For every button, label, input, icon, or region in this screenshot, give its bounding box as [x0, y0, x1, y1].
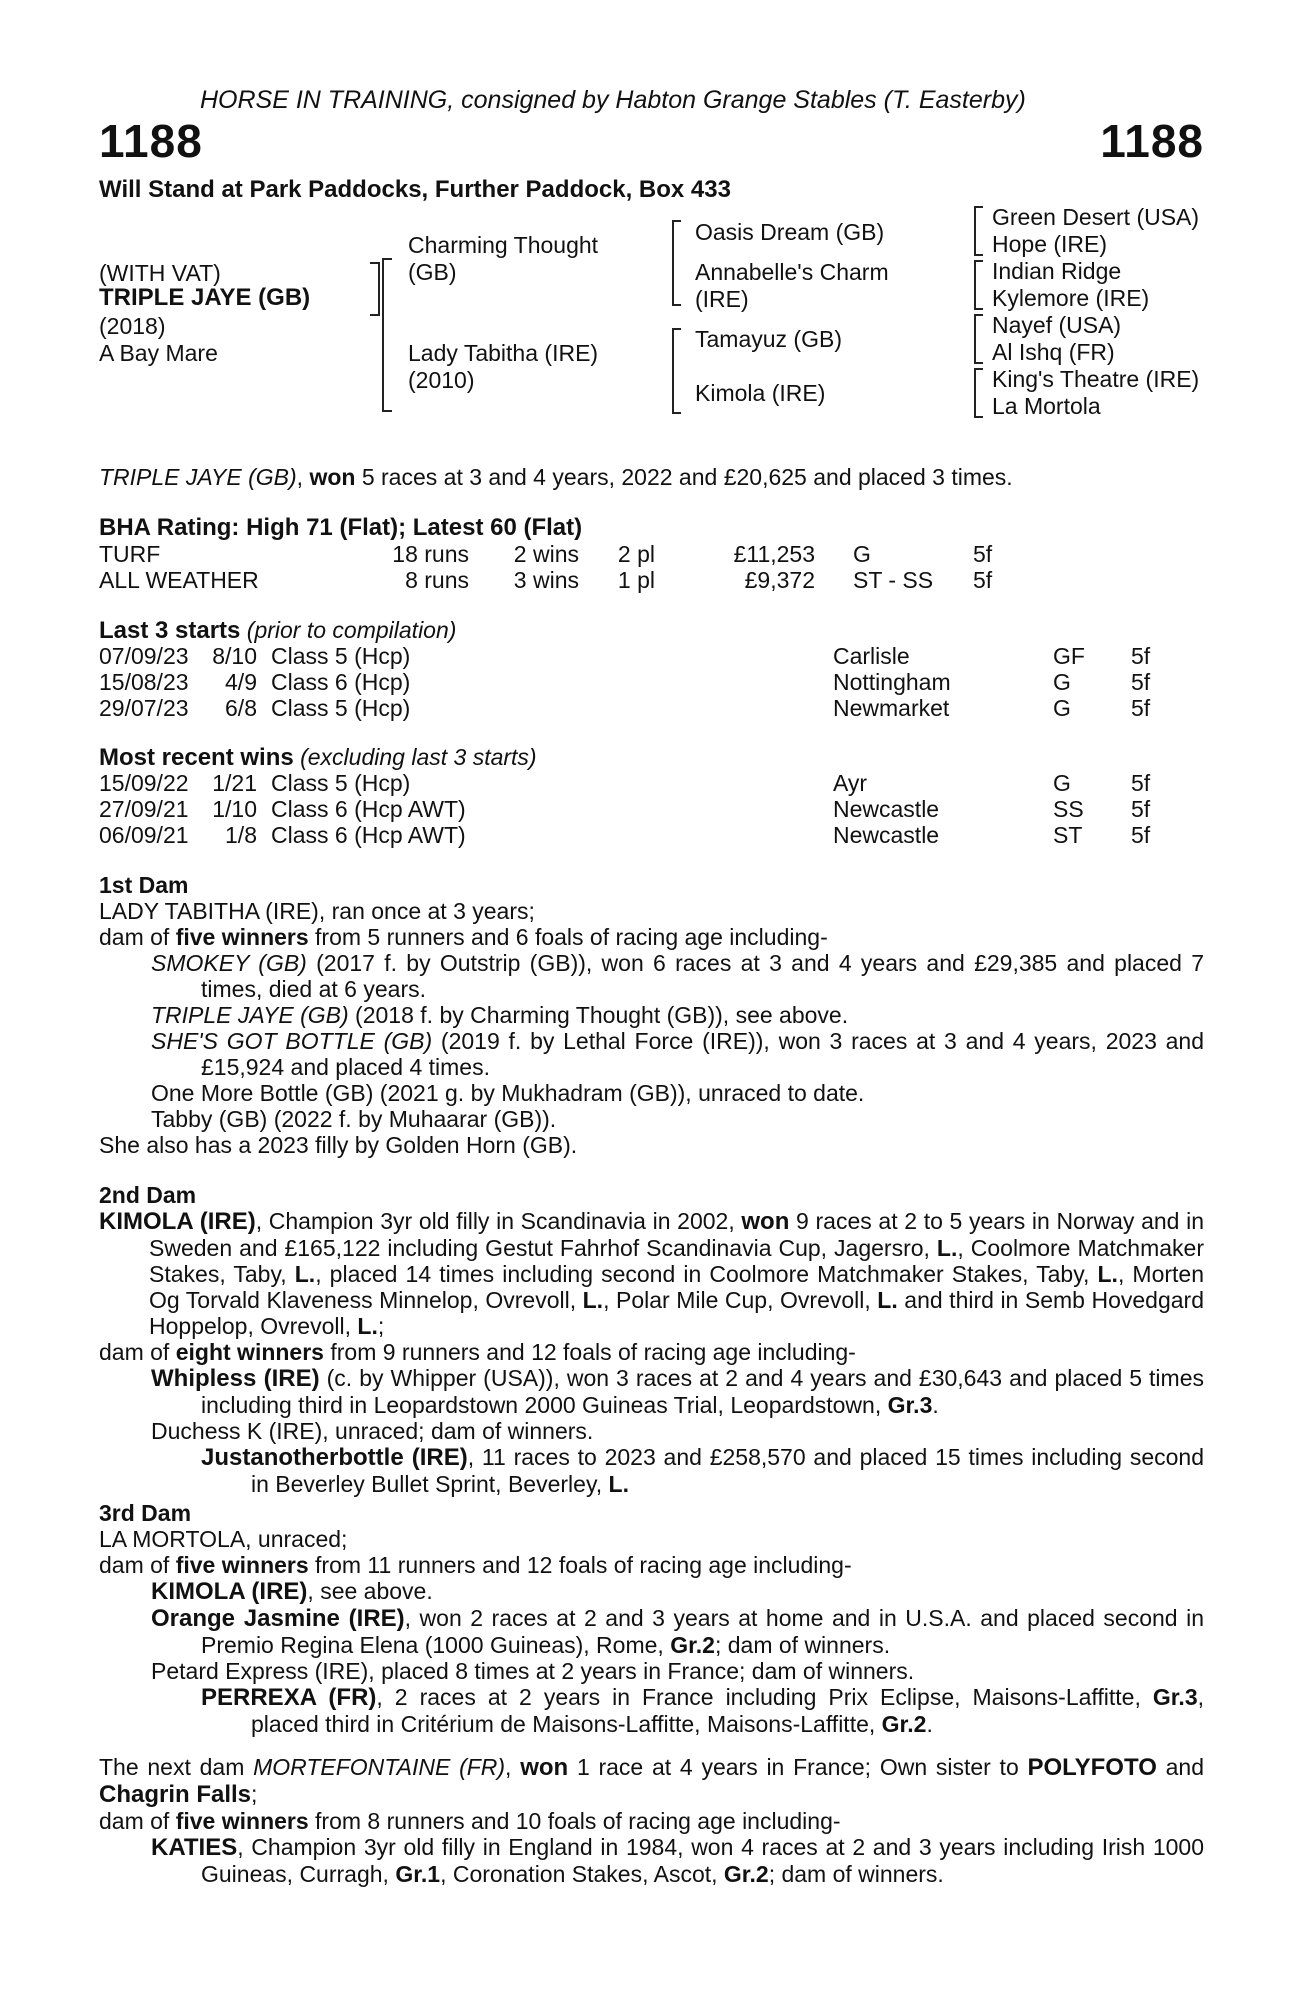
summary-text: 5 races at 3 and 4 years, 2022 and £20,625 and placed 3 times. — [355, 464, 1013, 490]
going: G — [853, 541, 871, 567]
pedigree-brace — [382, 258, 392, 412]
race-class: Class 5 (Hcp) — [271, 695, 411, 721]
race-date: 07/09/23 — [99, 643, 189, 669]
sire-name: Charming Thought — [408, 232, 599, 258]
recent-wins-note: (excluding last 3 starts) — [293, 744, 537, 770]
sire-dam-dam: Kylemore (IRE) — [992, 285, 1150, 311]
table-row — [99, 669, 1150, 695]
rating-table — [99, 541, 1013, 593]
race-position: 1/21 — [212, 770, 257, 796]
race-going: SS — [1053, 796, 1084, 822]
dam-sire: Tamayuz (GB) — [695, 326, 842, 352]
surface: TURF — [99, 541, 161, 567]
pedigree-brace — [974, 260, 983, 310]
race-class: Class 5 (Hcp) — [271, 770, 411, 796]
race-distance: 5f — [1131, 669, 1151, 695]
race-distance: 5f — [1131, 796, 1151, 822]
distance: 5f — [973, 541, 993, 567]
second-dam-record: KIMOLA (IRE), Champion 3yr old filly in Scandinavia in 2002, won 9 races at 2 to 5 years in Norway and in Sweden and £165,122 including Gestut Fahrhof Scandinavia Cup, Jagersro, L., Coolmore Matchmaker Stakes, Taby, L., placed 14 times including second in Coolmore Matchmaker Stakes, Taby, L., Morten Og Torvald Klaveness Minnelop, Ovrevoll, L., Polar Mile Cup, Ovrevoll, L. and third in Semb Hovedgard Hoppelop, Ovrevoll, L.; — [99, 1208, 1204, 1339]
recent-wins-heading — [99, 744, 537, 771]
table-row — [99, 770, 1150, 796]
lot-number-left: 1188 — [99, 115, 203, 167]
second-dam-section — [99, 1182, 1204, 1497]
sire-dam-country: (IRE) — [695, 286, 749, 312]
race-distance: 5f — [1131, 822, 1151, 848]
last-starts-table — [99, 643, 1150, 721]
wins: 2 wins — [513, 541, 579, 567]
placed: 2 pl — [617, 541, 655, 567]
third-dam-section — [99, 1500, 1204, 1737]
race-date: 15/08/23 — [99, 669, 189, 695]
first-dam-heading: 1st Dam — [99, 872, 189, 898]
next-dam-record: The next dam MORTEFONTAINE (FR), won 1 race at 4 years in France; Own sister to POLYFOTO and Chagrin Falls; — [99, 1754, 1204, 1808]
race-position: 1/10 — [212, 796, 257, 822]
produce-entry: PERREXA (FR), 2 races at 2 years in France including Prix Eclipse, Maisons-Laffitte, Gr.3, placed third in Critérium de Maisons-Laffitte, Maisons-Laffitte, Gr.2. — [201, 1684, 1205, 1737]
third-dam-line: LA MORTOLA, unraced; — [99, 1526, 348, 1552]
first-dam-line: LADY TABITHA (IRE), ran once at 3 years; — [99, 898, 535, 924]
race-date: 06/09/21 — [99, 822, 189, 848]
dam-dam: Kimola (IRE) — [695, 380, 826, 406]
pedigree-brace — [974, 368, 983, 418]
last-starts-heading — [99, 617, 456, 644]
race-course: Carlisle — [833, 643, 910, 669]
table-row — [99, 695, 1150, 721]
placed: 1 pl — [617, 567, 655, 593]
dam — [408, 340, 598, 394]
produce-entry: SHE'S GOT BOTTLE (GB) (2019 f. by Lethal Force (IRE)), won 3 races at 3 and 4 years, 2023 and £15,924 and placed 4 times. — [151, 1028, 1205, 1080]
pedigree-brace — [672, 328, 681, 414]
surface: ALL WEATHER — [99, 567, 259, 593]
race-class: Class 6 (Hcp) — [271, 669, 411, 695]
race-class: Class 6 (Hcp AWT) — [271, 822, 466, 848]
last-starts-note: (prior to compilation) — [240, 617, 457, 643]
produce-entry: Justanotherbottle (IRE), 11 races to 2023 and £258,570 and placed 15 times including second in Beverley Bullet Sprint, Beverley, L. — [201, 1444, 1204, 1497]
last-starts-title: Last 3 starts — [99, 617, 241, 644]
produce-entry: Petard Express (IRE), placed 8 times at 2 years in France; dam of winners. — [151, 1658, 915, 1684]
race-distance: 5f — [1131, 770, 1151, 796]
rating-heading: BHA Rating: High 71 (Flat); Latest 60 (Flat) — [99, 514, 583, 541]
distance: 5f — [973, 567, 993, 593]
race-course: Ayr — [833, 770, 868, 796]
recent-wins-title: Most recent wins — [99, 744, 294, 771]
consignor-line: HORSE IN TRAINING, consigned by Habton Grange Stables (T. Easterby) — [200, 86, 1026, 114]
sire-dam-sire: Indian Ridge — [992, 258, 1122, 284]
race-date: 27/09/21 — [99, 796, 189, 822]
table-row — [99, 822, 1150, 848]
third-dam-heading: 3rd Dam — [99, 1500, 192, 1526]
wins: 3 wins — [513, 567, 579, 593]
sire-sire-sire: Green Desert (USA) — [992, 204, 1200, 230]
runs: 18 runs — [392, 541, 469, 567]
race-class: Class 5 (Hcp) — [271, 643, 411, 669]
dam-sire-dam: Al Ishq (FR) — [992, 339, 1115, 365]
produce-note: She also has a 2023 filly by Golden Horn (GB). — [99, 1132, 578, 1158]
dam-year: (2010) — [408, 367, 475, 393]
race-position: 6/8 — [225, 695, 257, 721]
race-course: Newcastle — [833, 796, 940, 822]
race-distance: 5f — [1131, 643, 1151, 669]
produce-entry: Duchess K (IRE), unraced; dam of winners. — [151, 1418, 594, 1444]
vat-note: (WITH VAT) — [99, 260, 221, 286]
summary-won: won — [309, 464, 356, 490]
race-course: Newmarket — [833, 695, 950, 721]
produce-entry: SMOKEY (GB) (2017 f. by Outstrip (GB)), won 6 races at 3 and 4 years and £29,385 and placed 7 times, died at 6 years. — [151, 950, 1205, 1002]
race-going: GF — [1053, 643, 1085, 669]
prize: £11,253 — [733, 541, 815, 567]
dam-sire-sire: Nayef (USA) — [992, 312, 1122, 338]
horse-name: TRIPLE JAYE (GB) — [99, 284, 311, 311]
foaling-year: (2018) — [99, 313, 166, 339]
lot-number-right: 1188 — [1100, 115, 1204, 167]
table-row — [99, 643, 1150, 669]
runs: 8 runs — [405, 567, 469, 593]
stabling-location: Will Stand at Park Paddocks, Further Paddock, Box 433 — [99, 176, 731, 203]
produce-entry: One More Bottle (GB) (2021 g. by Mukhadram (GB)), unraced to date. — [151, 1080, 865, 1106]
race-summary: TRIPLE JAYE (GB), won 5 races at 3 and 4 years, 2022 and £20,625 and placed 3 times. — [99, 464, 1013, 490]
race-position: 1/8 — [225, 822, 257, 848]
sire-sire-dam: Hope (IRE) — [992, 231, 1108, 257]
race-course: Newcastle — [833, 822, 940, 848]
produce-entry: TRIPLE JAYE (GB) (2018 f. by Charming Thought (GB)), see above. — [151, 1002, 849, 1028]
rating-row — [99, 541, 1013, 567]
horse-description: A Bay Mare — [99, 340, 218, 366]
pedigree-brace — [974, 314, 983, 364]
third-dam-produce: dam of five winners from 11 runners and 12 foals of racing age including- — [99, 1552, 852, 1578]
sire — [408, 232, 598, 286]
produce-entry: KIMOLA (IRE), see above. — [151, 1578, 433, 1605]
dam-dam-dam: La Mortola — [992, 393, 1101, 419]
pedigree-brace — [370, 262, 380, 316]
pedigree-brace — [974, 206, 983, 256]
dam-dam-sire: King's Theatre (IRE) — [992, 366, 1200, 392]
dam-name: Lady Tabitha (IRE) — [408, 340, 599, 366]
summary-horse-name: TRIPLE JAYE (GB) — [99, 464, 297, 490]
next-dam-produce: dam of five winners from 8 runners and 10 foals of racing age including- — [99, 1808, 841, 1834]
race-date: 15/09/22 — [99, 770, 189, 796]
race-going: G — [1053, 770, 1071, 796]
race-class: Class 6 (Hcp AWT) — [271, 796, 466, 822]
race-going: G — [1053, 695, 1071, 721]
sire-dam-name: Annabelle's Charm — [695, 259, 889, 285]
first-dam-section — [99, 872, 1204, 1158]
sire-country: (GB) — [408, 259, 457, 285]
sire-dam — [695, 259, 889, 313]
race-course: Nottingham — [833, 669, 951, 695]
race-position: 4/9 — [225, 669, 257, 695]
race-going: G — [1053, 669, 1071, 695]
first-dam-produce: dam of five winners from 5 runners and 6 foals of racing age including- — [99, 924, 828, 950]
race-going: ST — [1053, 822, 1083, 848]
produce-entry: Whipless (IRE) (c. by Whipper (USA)), won 3 races at 2 and 4 years and £30,643 and placed 5 times including third in Leopardstown 2000 Guineas Trial, Leopardstown, Gr.3. — [151, 1365, 1204, 1418]
prize: £9,372 — [744, 567, 815, 593]
race-date: 29/07/23 — [99, 695, 189, 721]
second-dam-produce: dam of eight winners from 9 runners and 12 foals of racing age including- — [99, 1339, 856, 1365]
race-position: 8/10 — [212, 643, 257, 669]
produce-entry: Tabby (GB) (2022 f. by Muhaarar (GB)). — [151, 1106, 557, 1132]
table-row — [99, 796, 1150, 822]
produce-entry: KATIES, Champion 3yr old filly in England in 1984, won 4 races at 2 and 3 years including Irish 1000 Guineas, Curragh, Gr.1, Coronation Stakes, Ascot, Gr.2; dam of winners. — [151, 1834, 1204, 1887]
second-dam-heading: 2nd Dam — [99, 1182, 197, 1208]
next-dam-section — [99, 1754, 1204, 1887]
recent-wins-table — [99, 770, 1150, 848]
rating-row — [99, 567, 1013, 593]
produce-entry: Orange Jasmine (IRE), won 2 races at 2 and 3 years at home and in U.S.A. and placed second in Premio Regina Elena (1000 Guineas), Rome, Gr.2; dam of winners. — [151, 1605, 1204, 1658]
race-distance: 5f — [1131, 695, 1151, 721]
going: ST - SS — [853, 567, 934, 593]
sire-sire: Oasis Dream (GB) — [695, 219, 885, 245]
pedigree-brace — [672, 220, 681, 306]
